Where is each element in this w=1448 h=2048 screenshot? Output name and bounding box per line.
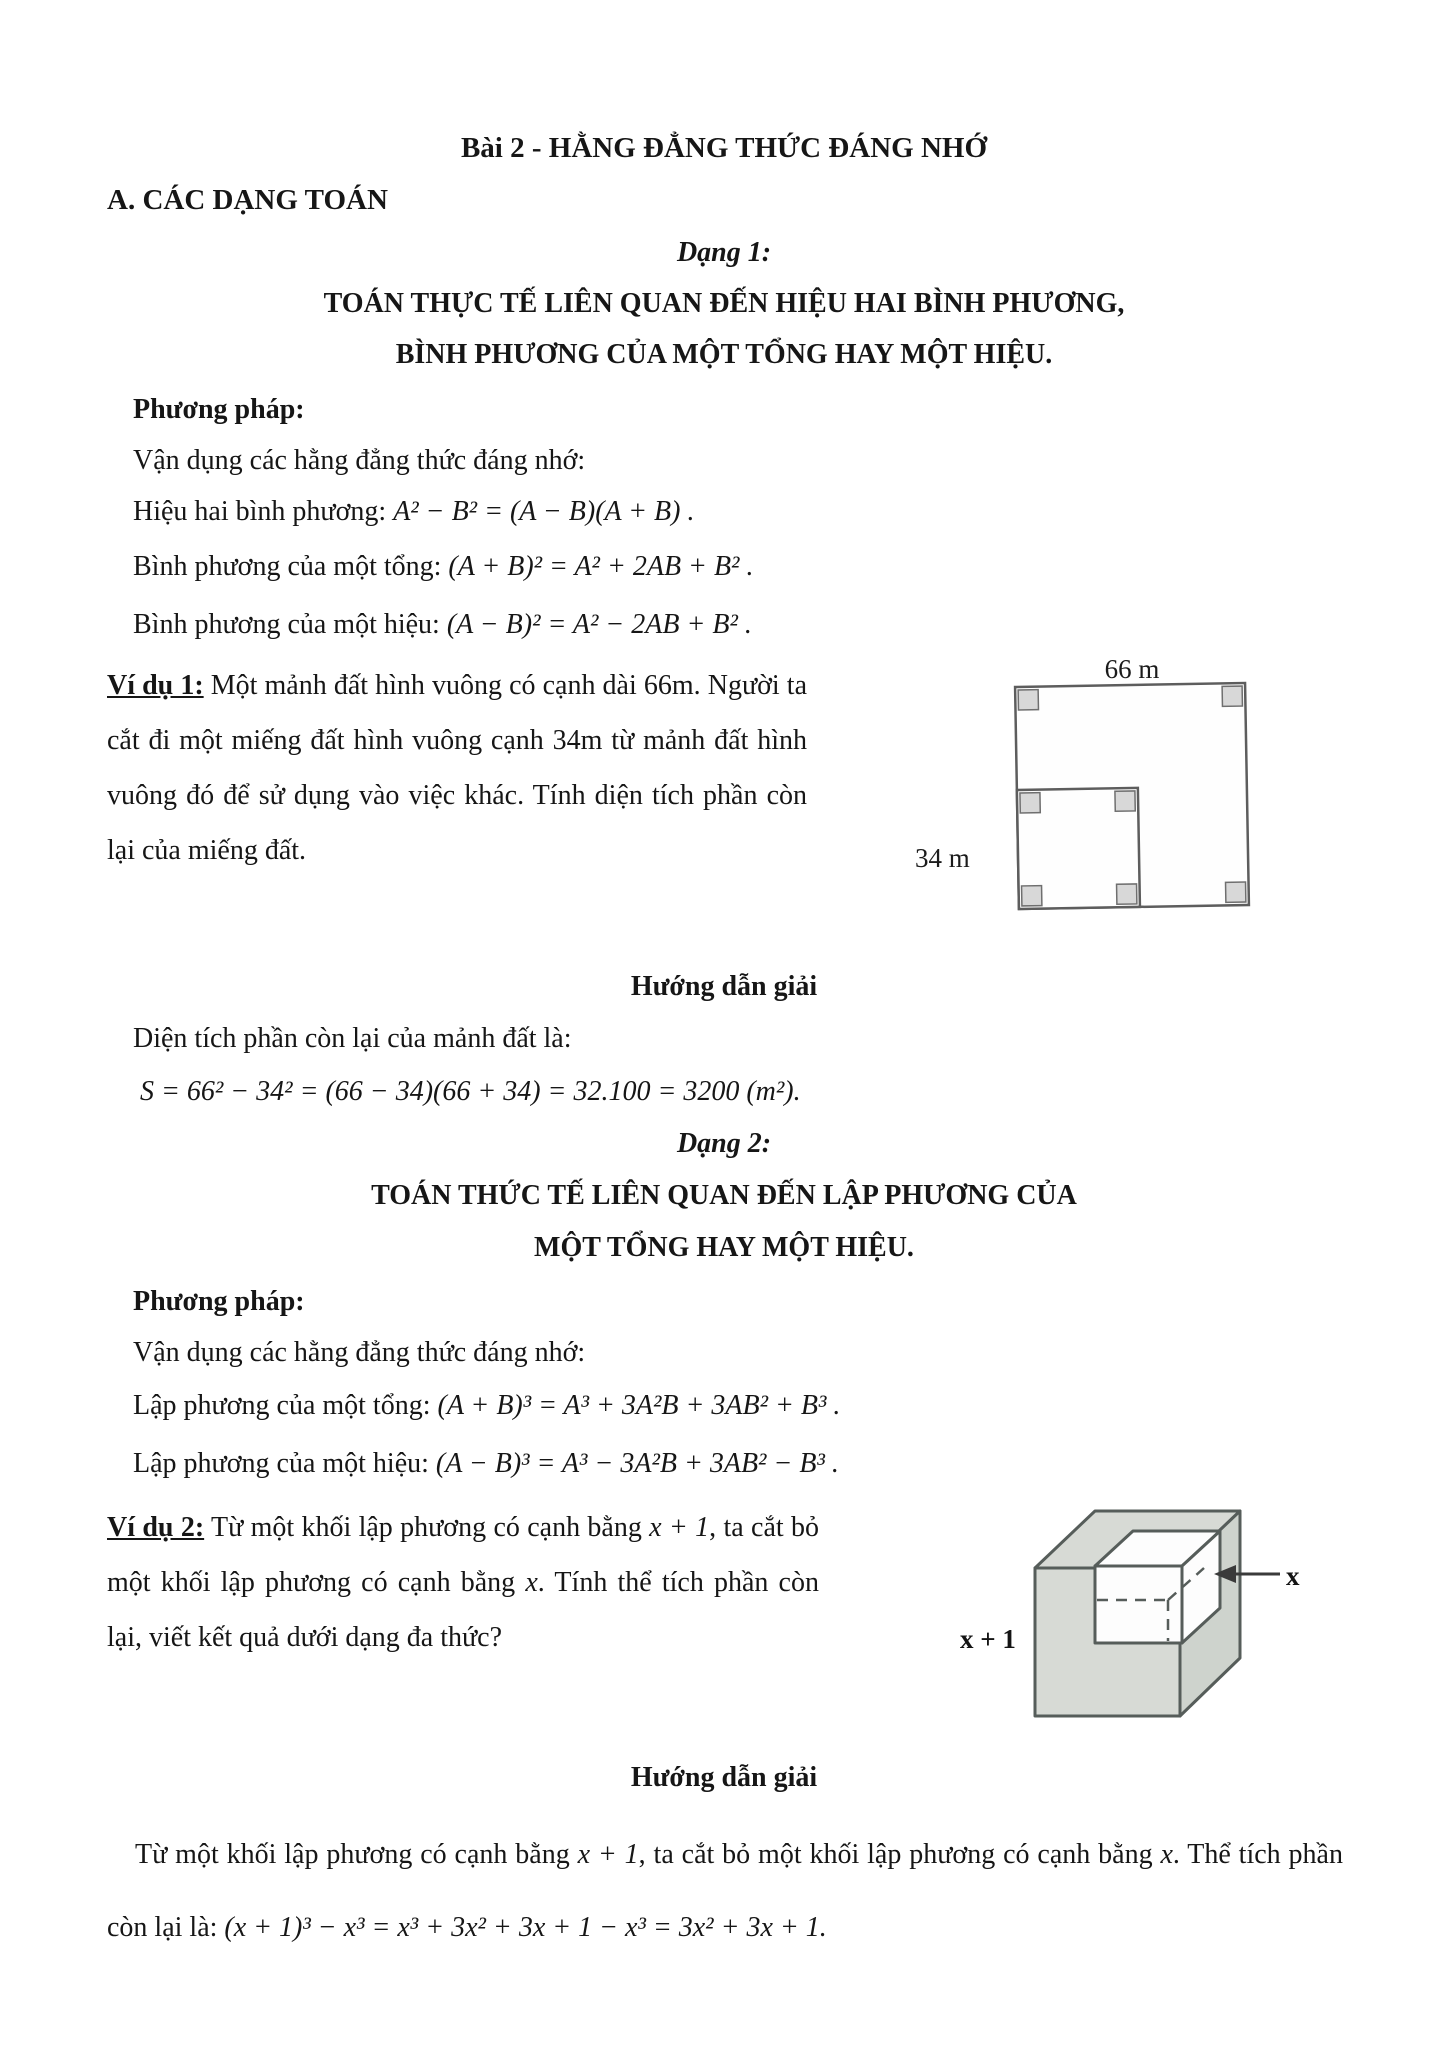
example2-text-seg1: Từ một khối lập phương có cạnh bằng: [204, 1512, 650, 1543]
dang1-label: Dạng 1:: [676, 237, 772, 268]
formula-math: (A + B)³ = A³ + 3A²B + 3AB² + B³ .: [437, 1390, 841, 1421]
formula-label: Lập phương của một hiệu:: [133, 1448, 429, 1479]
example2-math1: x + 1: [649, 1512, 710, 1543]
corner-marker: [1117, 884, 1137, 904]
figure1-top-dimension-label: 66 m: [1104, 654, 1160, 684]
figure2-cut-dimension-label: x: [1286, 1561, 1300, 1591]
cube-drawing: [1035, 1511, 1240, 1716]
dang2-label: Dạng 2:: [676, 1128, 772, 1159]
formula-label: Bình phương của một tổng:: [133, 551, 442, 582]
formula-math: (A − B)³ = A³ − 3A²B + 3AB² − B³ .: [435, 1448, 839, 1479]
figure1-drawing: [1015, 683, 1249, 909]
formula-label: Bình phương của một hiệu:: [133, 609, 440, 640]
corner-marker: [1018, 690, 1038, 710]
dang2-formula-2: [133, 1444, 839, 1484]
example1-text: Một mảnh đất hình vuông có cạnh dài 66m. Người ta cắt đi một miếng đất hình vuông cạnh 34m từ mảnh đất hình vuông đó để sử dụng vào việc khác. Tính diện tích phần còn lại của miếng đất.: [107, 670, 808, 866]
solution2-heading: Hướng dẫn giải: [630, 1762, 818, 1793]
dang2-heading-line1: TOÁN THỨC TẾ LIÊN QUAN ĐẾN LẬP PHƯƠNG CỦA: [371, 1180, 1077, 1211]
corner-marker: [1226, 882, 1246, 902]
example1-label: Ví dụ 1:: [107, 670, 204, 701]
corner-marker: [1222, 686, 1242, 706]
example2-math2: x: [525, 1567, 538, 1598]
formula-math: (A − B)² = A² − 2AB + B² .: [446, 609, 752, 640]
dang1-formula-3: [133, 605, 752, 645]
dang1-method-label: Phương pháp:: [133, 394, 305, 425]
formula-math: A² − B² = (A − B)(A + B) .: [393, 496, 695, 527]
solution2-math-final: (x + 1)³ − x³ = x³ + 3x² + 3x + 1 − x³ = 3x² + 3x + 1.: [224, 1912, 827, 1943]
dang1-method-intro: Vận dụng các hằng đẳng thức đáng nhớ:: [133, 445, 586, 476]
formula-math: (A + B)² = A² + 2AB + B² .: [448, 551, 754, 582]
dang1-formula-1: [133, 492, 694, 532]
solution1-heading: Hướng dẫn giải: [630, 971, 818, 1002]
solution2-seg2: , ta cắt bỏ một khối lập phương có cạnh bằng: [638, 1839, 1161, 1870]
formula-label: Hiệu hai bình phương:: [133, 496, 387, 527]
example2-label: Ví dụ 2:: [107, 1512, 205, 1543]
dang1-formula-2: [133, 547, 753, 587]
example2-text-seg3: . Tính thể tích phần còn lại, viết kết quả dưới dạng đa thức?: [107, 1567, 819, 1653]
figure1-side-dimension-label: 34 m: [915, 843, 970, 873]
page-title: Bài 2 - HẰNG ĐẲNG THỨC ĐÁNG NHỚ: [460, 132, 988, 164]
solution2-math1: x + 1: [577, 1839, 639, 1870]
solution2-seg3: . Thể tích phần còn lại là:: [107, 1839, 1343, 1943]
dang2-formula-1: [133, 1386, 840, 1426]
corner-marker: [1022, 886, 1042, 906]
dang2-method-label: Phương pháp:: [133, 1286, 305, 1317]
solution2-paragraph: [107, 1818, 1343, 1964]
section-a-heading: A. CÁC DẠNG TOÁN: [107, 184, 388, 216]
solution2-math2: x: [1160, 1839, 1173, 1870]
dang1-heading-line2: BÌNH PHƯƠNG CỦA MỘT TỔNG HAY MỘT HIỆU.: [395, 339, 1053, 370]
example2-text-seg2: , ta cắt bỏ một khối lập phương có cạnh bằng: [107, 1512, 820, 1598]
solution1-math: S = 66² − 34² = (66 − 34)(66 + 34) = 32.100 = 3200 (m²).: [140, 1076, 801, 1107]
dang2-method-intro: Vận dụng các hằng đẳng thức đáng nhớ:: [133, 1337, 586, 1368]
dang1-heading-line1: TOÁN THỰC TẾ LIÊN QUAN ĐẾN HIỆU HAI BÌNH PHƯƠNG,: [323, 288, 1125, 319]
solution2-seg1: Từ một khối lập phương có cạnh bằng: [135, 1839, 578, 1870]
figure2-side-dimension-label: x + 1: [960, 1624, 1016, 1654]
formula-label: Lập phương của một tổng:: [133, 1390, 431, 1421]
corner-marker: [1115, 791, 1135, 811]
dang2-heading-line2: MỘT TỔNG HAY MỘT HIỆU.: [534, 1232, 914, 1263]
example2-paragraph: [107, 1500, 819, 1665]
land-plot-figure: [895, 645, 1275, 940]
example1-paragraph: [107, 658, 807, 878]
cube-figure: [940, 1478, 1320, 1748]
corner-marker: [1020, 793, 1040, 813]
solution1-intro: Diện tích phần còn lại của mảnh đất là:: [133, 1023, 572, 1054]
